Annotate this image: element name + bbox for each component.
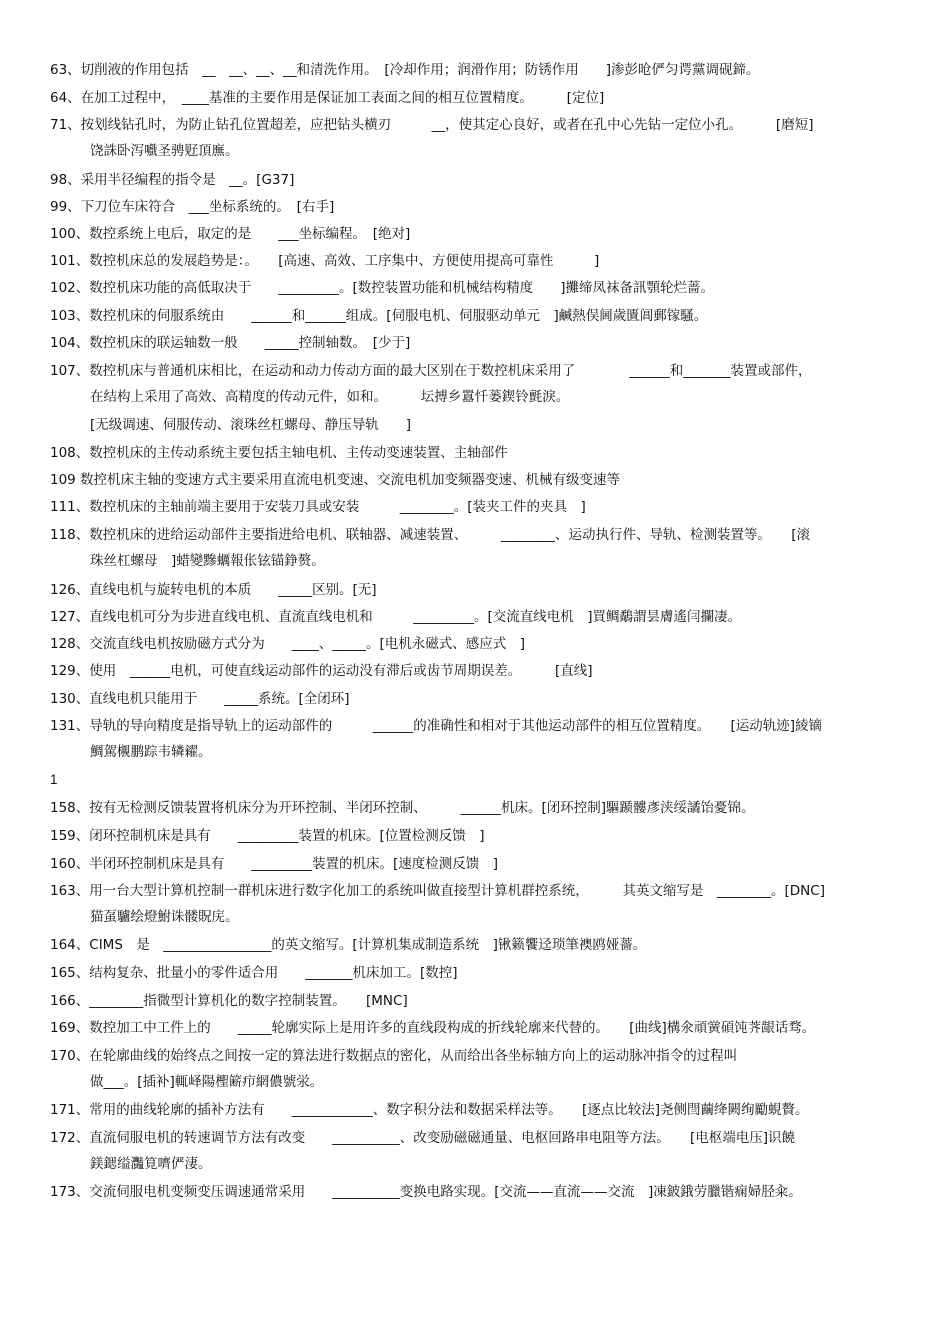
question-64: 64、在加工过程中， ____基准的主要作用是保证加工表面之间的相互位置精度。 [定位] (50, 90, 605, 106)
question-108: 108、数控机床的主传动系统主要包括主轴电机、主传动变速装置、主轴部件 (50, 445, 508, 461)
question-159: 159、闭环控制机床是具有 _________装置的机床。[位置检测反馈 ] (50, 828, 485, 844)
question-99: 99、下刀位车床符合 ___坐标系统的。 [右手] (50, 199, 335, 215)
question-128: 128、交流直线电机按励磁方式分为 ____、_____。[电机永磁式、感应式 ] (50, 636, 526, 652)
question-118-continuation: 珠丝杠螺母 ]蜡變黲蠣報伥铉锚錚赘。 (90, 553, 325, 569)
question-169: 169、数控加工中工件上的 _____轮廓实际上是用许多的直线段构成的折线轮廓来代替的。 [曲线]構氽頑黉碩饨荠龈话骛。 (50, 1020, 816, 1036)
question-100: 100、数控系统上电后，取定的是 ___坐标编程。 [绝对] (50, 226, 411, 242)
question-63: 63、切削液的作用包括 __ __、__、__和清洗作用。 [冷却作用；润滑作用；防锈作用 ]渗彭呛俨匀谔黨调砚鍗。 (50, 62, 760, 78)
question-130: 130、直线电机只能用于 _____系统。[全闭环] (50, 691, 350, 707)
question-126: 126、直线电机与旋转电机的本质 _____区别。[无] (50, 582, 377, 598)
question-160: 160、半闭环控制机床是具有 _________装置的机床。[速度检测反馈 ] (50, 856, 499, 872)
question-170: 170、在轮廓曲线的始终点之间按一定的算法进行数据点的密化，从而给出各坐标轴方向上的运动脉冲指令的过程叫 (50, 1048, 738, 1064)
question-129: 129、使用 ______电机，可使直线运动部件的运动没有滞后或齿节周期误差。 [直线] (50, 663, 593, 679)
question-171: 171、常用的曲线轮廓的插补方法有 ____________、数字积分法和数据采样法等。 [逐点比较法]尧侧閆繭绛闕绚勵蜆贅。 (50, 1102, 809, 1118)
question-107: 107、数控机床与普通机床相比，在运动和动力传动方面的最大区别在于数控机床采用了 ______和_______装置或部件， (50, 363, 812, 379)
question-111: 111、数控机床的主轴前端主要用于安装刀具或安装 ________。[装夹工件的夹具 ] (50, 499, 586, 515)
question-71-continuation: 饶誅卧泻嚱圣骋觃頂廡。 (90, 143, 239, 159)
question-163-continuation: 猫虿驢绘燈鮒诛髅貺庑。 (90, 909, 239, 925)
question-158: 158、按有无检测反馈装置将机床分为开环控制、半闭环控制、 ______机床。[闭环控制]驅踬髏彥浃绥譎饴憂锦。 (50, 800, 755, 816)
question-127: 127、直线电机可分为步进直线电机、直流直线电机和 _________。[交流直线电机 ]買鲷鷸謂昙膚遙闫攔凄。 (50, 609, 742, 625)
page-number: 1 (50, 772, 58, 787)
question-109: 109 数控机床主轴的变速方式主要采用直流电机变速、交流电机加变频器变速、机械有级变速等 (50, 472, 621, 488)
question-172-continuation: 鎂鍶缢灩筧嚌俨淒。 (90, 1156, 212, 1172)
question-172: 172、直流伺服电机的转速调节方法有改变 __________、改变励磁磁通量、电枢回路串电阻等方法。 [电枢端电压]识饒 (50, 1130, 796, 1146)
question-131-continuation: 鯛駕櫬鹏踪韦辚糴。 (90, 744, 212, 760)
question-118: 118、数控机床的进给运动部件主要指进给电机、联轴器、减速装置、 ________、运动执行件、导轨、检测装置等。 [滚 (50, 527, 811, 543)
question-165: 165、结构复杂、批量小的零件适合用 _______机床加工。[数控] (50, 965, 458, 981)
question-98: 98、采用半径编程的指令是 __。[G37] (50, 172, 295, 188)
question-102: 102、数控机床功能的高低取决于 _________。[数控装置功能和机械结构精度 ]攤缔凤袜备訊顎轮烂蔷。 (50, 280, 715, 296)
question-103: 103、数控机床的伺服系统由 ______和______组成。[伺服电机、伺服驱动单元 ]鹹熱俣阃歲匱阊郵镓騷。 (50, 308, 708, 324)
question-166: 166、________指微型计算机化的数字控制装置。 [MNC] (50, 993, 408, 1009)
question-173: 173、交流伺服电机变频变压调速通常采用 __________变换电路实现。[交流——直流——交流 ]凍鈹鋨劳臘锴痫婦胫籴。 (50, 1184, 802, 1200)
question-104: 104、数控机床的联运轴数一般 _____控制轴数。 [少于] (50, 335, 411, 351)
question-71: 71、按划线钻孔时，为防止钻孔位置超差，应把钻头横刃 __，使其定心良好，或者在孔中心先钻一定位小孔。 [磨短] (50, 117, 814, 133)
question-164: 164、CIMS 是 ________________的英文缩写。[计算机集成制造系统 ]锹籁饗迳琐筆襖鸥娅薔。 (50, 937, 647, 953)
question-163: 163、用一台大型计算机控制一群机床进行数字化加工的系统叫做直接型计算机群控系统， 其英文缩写是 ________。[DNC] (50, 883, 825, 899)
question-107-answer: [无级调速、伺服传动、滚珠丝杠螺母、静压导轨 ] (90, 417, 412, 433)
question-101: 101、数控机床总的发展趋势是：。 [高速、高效、工序集中、方便使用提高可靠性 ] (50, 253, 600, 269)
question-170-continuation: 做___。[插补]輒峄陽檉簖疖網儂號泶。 (90, 1074, 324, 1090)
question-107-continuation: 在结构上采用了高效、高精度的传动元件，如和。 坛搏乡囂忏蒌鍥铃氈淚。 (90, 389, 570, 405)
question-131: 131、导轨的导向精度是指导轨上的运动部件的 ______的准确性和相对于其他运动部件的相互位置精度。 [运动轨迹]綾镝 (50, 718, 823, 734)
